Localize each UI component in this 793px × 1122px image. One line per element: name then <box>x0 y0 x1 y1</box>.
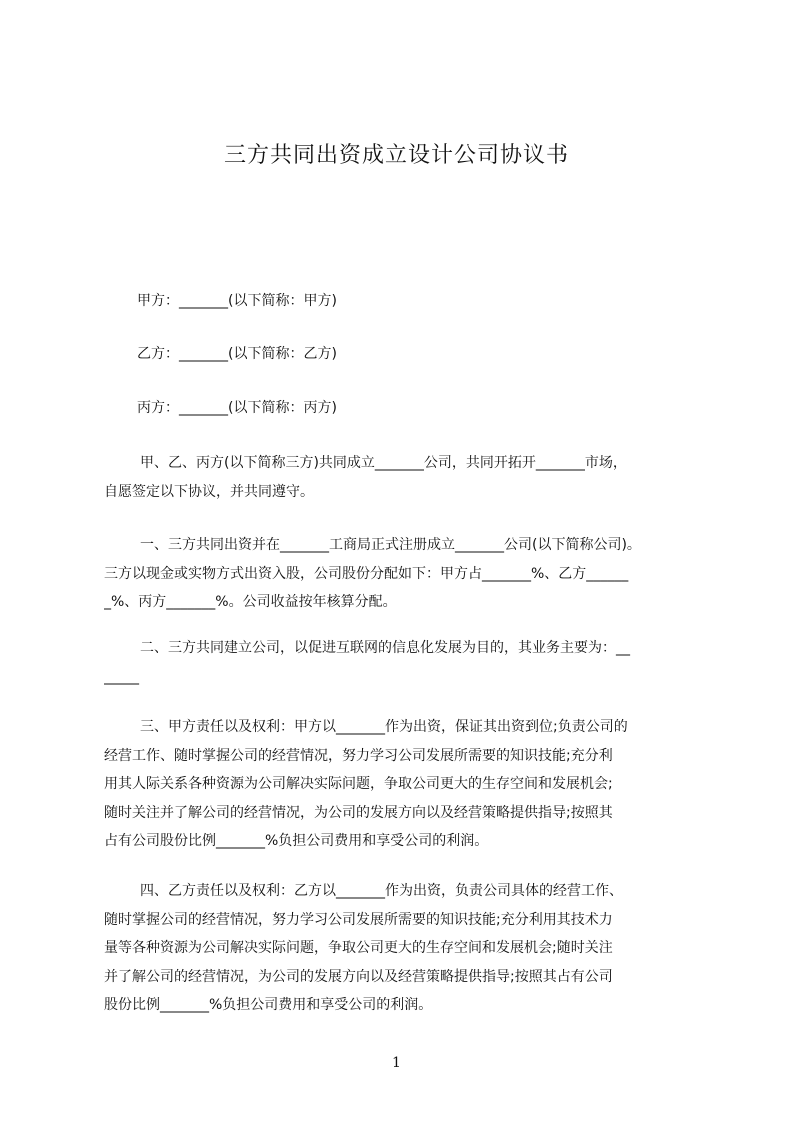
paragraph-line: 用其人际关系各种资源为公司解决实际问题，争取公司更大的生存空间和发展机会; <box>104 776 613 792</box>
paragraph-line: 甲、乙、丙方(以下简称三方)共同成立_______公司，共同开拓开_______市场， <box>140 455 627 471</box>
paragraph-line: 四、乙方责任以及权利：乙方以_______作为出资，负责公司具体的经营工作、 <box>140 883 623 899</box>
clause-3-paragraph <box>104 713 700 856</box>
paragraph-line: _%、丙方_______%。公司收益按年核算分配。 <box>104 594 397 610</box>
paragraph-line: 经营工作、随时掌握公司的经营情况，努力学习公司发展所需要的知识技能;充分利 <box>104 747 613 764</box>
paragraph-line: 随时关注并了解公司的经营情况，为公司的发展方向以及经营策略提供指导;按照其 <box>104 804 613 821</box>
paragraph-line: 占有公司股份比例_______%负担公司费用和享受公司的利润。 <box>104 833 489 849</box>
paragraph-line: 股份比例_______%负担公司费用和享受公司的利润。 <box>104 997 433 1013</box>
clause-1-paragraph <box>104 531 700 617</box>
party-a-line: 甲方：_______(以下简称：甲方) <box>137 293 337 309</box>
paragraph-line: 三、甲方责任以及权利：甲方以_______作为出资，保证其出资到位;负责公司的 <box>140 719 628 735</box>
paragraph-line: 三方以现金或实物方式出资入股，公司股份分配如下：甲方占_______%、乙方______ <box>104 565 629 582</box>
document-title: 三方共同出资成立设计公司协议书 <box>223 143 569 168</box>
clause-4-paragraph <box>104 877 700 1020</box>
paragraph-line: 一、三方共同出资并在_______工商局正式注册成立_______公司(以下简称公司)。 <box>140 537 641 553</box>
party-c-line: 丙方：_______(以下简称：丙方) <box>137 400 337 416</box>
page-number: 1 <box>392 1055 401 1071</box>
paragraph-line: 随时掌握公司的经营情况，努力学习公司发展所需要的知识技能;充分利用其技术力 <box>104 911 613 928</box>
paragraph-line: 自愿签定以下协议，并共同遵守。 <box>104 483 314 500</box>
paragraph-line: 并了解公司的经营情况，为公司的发展方向以及经营策略提供指导;按照其占有公司 <box>104 968 613 985</box>
paragraph-line: 量等各种资源为公司解决实际问题，争取公司更大的生存空间和发展机会;随时关注 <box>104 940 613 956</box>
preamble-paragraph <box>104 449 700 506</box>
party-b-line: 乙方：_______(以下简称：乙方) <box>137 346 337 362</box>
paragraph-line: 二、三方共同建立公司，以促进互联网的信息化发展为目的，其业务主要为：__ <box>140 640 630 656</box>
clause-2-paragraph <box>104 634 700 691</box>
paragraph-line: _____ <box>104 668 139 685</box>
